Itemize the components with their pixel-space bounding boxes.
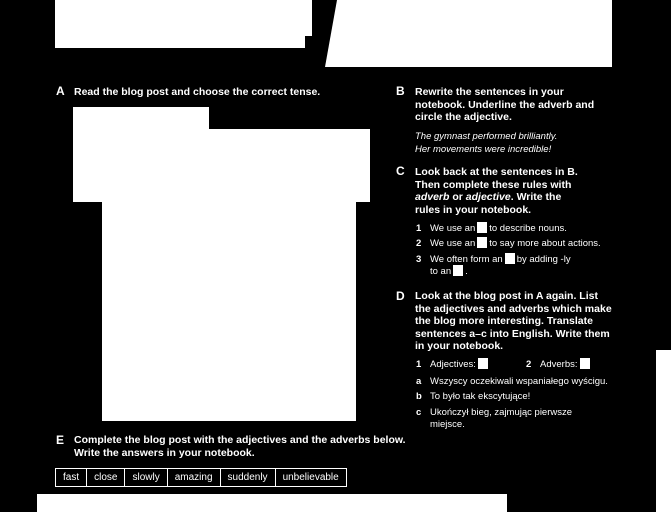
answer-box[interactable] <box>505 253 515 264</box>
section-c-instruction: Look back at the sentences in B. Then complete these rules with adverb or adjective. Write the rules in your notebook. <box>415 166 578 216</box>
word-fast: fast <box>56 469 87 486</box>
sentence-c: c Ukończył bieg, zajmując pierwsze miejsce. <box>416 407 573 430</box>
word-box <box>55 468 347 487</box>
answer-box[interactable] <box>453 265 463 276</box>
answer-box[interactable] <box>478 358 488 369</box>
top-image-left <box>55 0 305 48</box>
rule-2: 2 We use an to say more about actions. <box>416 238 601 249</box>
section-a-instruction: Read the blog post and choose the correct tense. <box>74 86 321 98</box>
answer-box[interactable] <box>477 222 487 233</box>
blog-post-image <box>73 107 373 421</box>
bottom-image <box>37 494 507 512</box>
answer-box[interactable] <box>477 237 487 248</box>
answer-box[interactable] <box>580 358 590 369</box>
sentence-a: a Wszyscy oczekiwali wspaniałego wyścigu. <box>416 376 608 387</box>
word-slowly: slowly <box>125 469 167 486</box>
rule-1: 1 We use an to describe nouns. <box>416 223 567 234</box>
adjectives-item: 1 Adjectives: <box>416 358 490 371</box>
rule-3: 3 We often form an by adding -ly <box>416 254 571 265</box>
top-image-left-notch <box>300 0 312 36</box>
section-b-instruction: Rewrite the sentences in your notebook. Underline the adverb and circle the adjective. <box>415 86 595 123</box>
section-a-letter: A <box>56 84 65 98</box>
section-c-letter: C <box>396 164 405 178</box>
word-unbelievable: unbelievable <box>282 472 339 483</box>
word-amazing: amazing <box>168 469 221 486</box>
word-close: close <box>87 469 125 486</box>
section-e-instruction: Complete the blog post with the adjectives and the adverbs below. Write the answers in your notebook. <box>74 434 406 459</box>
section-b-example-2: Her movements were incredible! <box>415 144 552 155</box>
section-d-instruction: Look at the blog post in A again. List the adjectives and adverbs which make the blog more interesting. Translate sentences a–c into English. Write them in your notebook. <box>415 290 612 352</box>
section-b-letter: B <box>396 84 405 98</box>
section-e-letter: E <box>56 433 65 447</box>
adverbs-item: 2 Adverbs: <box>526 358 592 371</box>
section-d-letter: D <box>396 289 405 303</box>
top-image-right <box>325 0 612 67</box>
section-b-example-1: The gymnast performed brilliantly. <box>415 131 558 142</box>
sentence-b: b To było tak ekscytujące! <box>416 391 531 402</box>
right-edge-image <box>656 350 671 512</box>
rule-3-line-2: to an . <box>430 266 468 277</box>
word-suddenly: suddenly <box>221 469 276 486</box>
